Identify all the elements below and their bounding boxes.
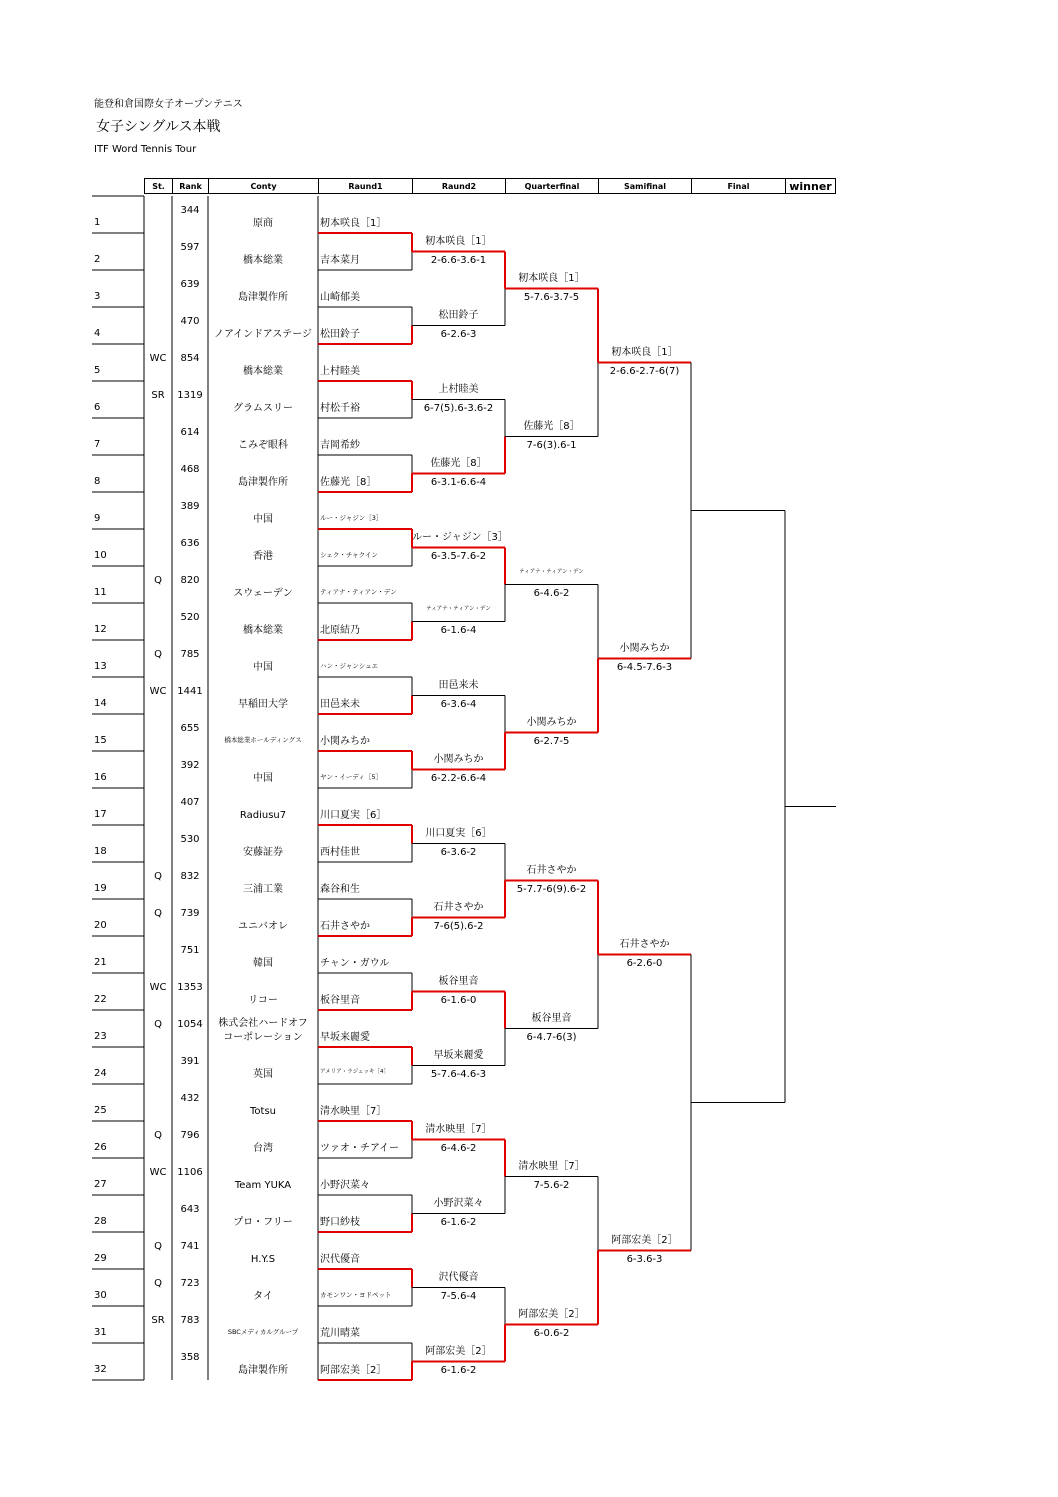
round2-score: 6-7(5).6-3.6-2 (423, 402, 494, 414)
round2-winner: 阿部宏美［2］ (425, 1345, 492, 1357)
qf-winner: 籾本咲良［1］ (518, 272, 585, 284)
seed-number: 2 (94, 254, 101, 265)
player-name: 吉本菜月 (320, 255, 360, 266)
qf-winner: 小関みちか (526, 716, 577, 728)
qf-score: 7-6(3).6-1 (526, 439, 577, 451)
player-name: 清水映里［7］ (320, 1106, 387, 1117)
player-name: チャン・ガウル (320, 958, 390, 969)
round2-winner: 石井さやか (433, 901, 484, 913)
sf-winner: 石井さやか (619, 938, 670, 950)
player-name: 小関みちか (320, 736, 370, 747)
player-name: 佐藤光［8］ (320, 477, 377, 488)
column-header-winner: winner (785, 178, 836, 194)
seed-number: 7 (94, 439, 101, 450)
player-rank: 520 (180, 612, 200, 623)
player-rank: 1054 (177, 1019, 203, 1030)
column-header-final: Final (691, 178, 785, 194)
player-name: 荒川晴菜 (320, 1328, 360, 1339)
round2-winner: ルー・ジャジン［3］ (412, 531, 508, 543)
player-rank: 389 (180, 501, 200, 512)
player-rank: 391 (180, 1056, 200, 1067)
player-country: コーポレーション (223, 1032, 303, 1043)
status-badge: Q (154, 575, 162, 586)
player-country: 三浦工業 (243, 884, 283, 895)
status-badge: Q (154, 1019, 162, 1030)
player-rank: 723 (180, 1278, 200, 1289)
round2-score: 5-7.6-4.6-3 (430, 1068, 487, 1080)
round2-score: 6-1.6-4 (440, 624, 477, 636)
seed-number: 24 (94, 1068, 107, 1079)
player-country: 中国 (253, 773, 273, 784)
round2-score: 6-2.2-6.6-4 (430, 772, 487, 784)
player-country: ユニバオレ (238, 921, 288, 932)
player-country: 韓国 (253, 958, 273, 969)
qf-winner: 板谷里音 (531, 1012, 572, 1024)
player-country: 中国 (253, 662, 273, 673)
player-country: 香港 (253, 551, 273, 562)
player-country: 島津製作所 (238, 1365, 288, 1376)
seed-number: 13 (94, 661, 107, 672)
column-header-raund: Raund2 (412, 178, 505, 194)
player-name: 沢代優音 (320, 1254, 360, 1265)
round2-winner: 籾本咲良［1］ (425, 235, 492, 247)
seed-number: 31 (94, 1327, 107, 1338)
player-country: 橋本総業ホールディングス (224, 736, 302, 744)
qf-score: 6-4.7-6(3) (526, 1031, 577, 1043)
seed-number: 8 (94, 476, 101, 487)
column-header-rank: Rank (172, 178, 208, 194)
organizer-title: 能登和倉国際女子オープンテニス (94, 99, 243, 110)
player-name: 川口夏実［6］ (320, 810, 387, 821)
player-rank: 783 (180, 1315, 200, 1326)
player-country: Totsu (250, 1106, 276, 1117)
seed-number: 30 (94, 1290, 107, 1301)
seed-number: 18 (94, 846, 107, 857)
player-country: グラムスリー (233, 403, 293, 414)
player-country: 島津製作所 (238, 292, 288, 303)
status-badge: Q (154, 871, 162, 882)
round2-score: 6-3.1-6.6-4 (430, 476, 487, 488)
qf-winner: ティアナ・ティアン・デン (519, 568, 584, 575)
seed-number: 17 (94, 809, 107, 820)
column-header-st: St. (144, 178, 172, 194)
player-name: 板谷里音 (320, 995, 360, 1006)
seed-number: 28 (94, 1216, 107, 1227)
player-name: 石井さやか (320, 921, 370, 932)
round2-winner: 板谷里音 (438, 975, 479, 987)
round2-winner: 松田鈴子 (438, 309, 479, 321)
player-name: シェク・チャクイン (320, 551, 378, 559)
player-rank: 468 (180, 464, 200, 475)
round2-winner: 小野沢菜々 (433, 1197, 484, 1209)
seed-number: 15 (94, 735, 107, 746)
seed-number: 20 (94, 920, 107, 931)
seed-number: 27 (94, 1179, 107, 1190)
qf-score: 6-0.6-2 (533, 1327, 570, 1339)
player-rank: 1353 (177, 982, 203, 993)
round2-score: 6-1.6-0 (440, 994, 477, 1006)
player-name: 松田鈴子 (320, 329, 360, 340)
player-name: カモンワン・ヨドペット (320, 1291, 392, 1299)
sf-score: 2-6.6-2.7-6(7) (609, 365, 680, 377)
player-name: 小野沢菜々 (320, 1180, 370, 1191)
player-rank: 530 (180, 834, 200, 845)
round2-winner: 田邑来未 (438, 679, 479, 691)
player-rank: 751 (180, 945, 200, 956)
player-country: 橋本総業 (243, 255, 283, 266)
round2-score: 2-6.6-3.6-1 (430, 254, 487, 266)
player-rank: 1441 (177, 686, 203, 697)
player-rank: 392 (180, 760, 200, 771)
player-rank: 344 (180, 205, 200, 216)
round2-winner: 沢代優音 (438, 1271, 479, 1283)
seed-number: 26 (94, 1142, 107, 1153)
player-country: 橋本総業 (243, 625, 283, 636)
player-name: 上村睦美 (320, 366, 360, 377)
round2-winner: ティアナ・ティアン・デン (426, 605, 491, 612)
round2-score: 6-2.6-3 (440, 328, 477, 340)
player-name: 早坂来麗愛 (320, 1032, 370, 1043)
player-rank: 796 (180, 1130, 200, 1141)
seed-number: 22 (94, 994, 107, 1005)
seed-number: 16 (94, 772, 107, 783)
status-badge: Q (154, 649, 162, 660)
player-country: タイ (253, 1291, 273, 1302)
status-badge: Q (154, 908, 162, 919)
player-country: 英国 (253, 1069, 273, 1080)
column-header-conty: Conty (208, 178, 318, 194)
status-badge: SR (151, 390, 165, 401)
seed-number: 11 (94, 587, 107, 598)
status-badge: WC (149, 686, 167, 697)
page-title: 女子シングルス本戦 (96, 119, 221, 135)
player-rank: 639 (180, 279, 200, 290)
round2-score: 6-1.6-2 (440, 1364, 477, 1376)
qf-winner: 清水映里［7］ (518, 1160, 585, 1172)
player-rank: 614 (180, 427, 200, 438)
seed-number: 25 (94, 1105, 107, 1116)
qf-winner: 佐藤光［8］ (523, 420, 580, 432)
player-country: 台湾 (253, 1143, 273, 1154)
seed-number: 9 (94, 513, 101, 524)
seed-number: 10 (94, 550, 107, 561)
status-badge: WC (149, 353, 167, 364)
player-name: アメリア・ラジェッキ［4］ (320, 1069, 390, 1075)
seed-number: 21 (94, 957, 107, 968)
seed-number: 5 (94, 365, 101, 376)
seed-number: 14 (94, 698, 107, 709)
player-name: 北原結乃 (320, 625, 360, 636)
seed-number: 1 (94, 217, 101, 228)
tour-subtitle: ITF Word Tennis Tour (94, 144, 197, 155)
round2-winner: 清水映里［7］ (425, 1123, 492, 1135)
qf-score: 7-5.6-2 (533, 1179, 570, 1191)
round2-score: 6-3.6-2 (440, 846, 477, 858)
round2-score: 7-5.6-4 (440, 1290, 477, 1302)
player-name: 吉岡希紗 (320, 440, 360, 451)
sf-score: 6-2.6-0 (626, 957, 663, 969)
sf-winner: 阿部宏美［2］ (611, 1234, 678, 1246)
round2-winner: 佐藤光［8］ (430, 457, 487, 469)
seed-number: 12 (94, 624, 107, 635)
round2-score: 6-3.5-7.6-2 (430, 550, 487, 562)
player-rank: 1319 (177, 390, 203, 401)
seed-number: 6 (94, 402, 101, 413)
player-rank: 739 (180, 908, 200, 919)
player-country: Radiusu7 (239, 810, 287, 821)
player-country: 早稲田大学 (238, 699, 288, 710)
status-badge: Q (154, 1241, 162, 1252)
column-header-samifinal: Samifinal (598, 178, 691, 194)
round2-score: 6-1.6-2 (440, 1216, 477, 1228)
player-name: 籾本咲良［1］ (320, 218, 387, 229)
player-country: H.Y.S (250, 1254, 276, 1265)
player-country: 中国 (253, 514, 273, 525)
sf-score: 6-4.5-7.6-3 (616, 661, 673, 673)
status-badge: SR (151, 1315, 165, 1326)
seed-number: 29 (94, 1253, 107, 1264)
sf-winner: 籾本咲良［1］ (611, 346, 678, 358)
player-rank: 643 (180, 1204, 200, 1215)
player-rank: 432 (180, 1093, 200, 1104)
player-name: ティアナ・ティアン・デン (320, 588, 397, 596)
player-name: 田邑来未 (320, 699, 360, 710)
player-country: ノアインドアステージ (214, 329, 312, 340)
player-country: 原商 (253, 218, 273, 229)
player-name: ツァオ・チアイー (320, 1143, 399, 1154)
player-name: 阿部宏美［2］ (320, 1365, 387, 1376)
player-rank: 407 (180, 797, 200, 808)
seed-number: 32 (94, 1364, 107, 1375)
player-rank: 636 (180, 538, 200, 549)
player-country: スウェーデン (233, 588, 293, 599)
player-rank: 358 (180, 1352, 200, 1363)
player-name: 西村佳世 (320, 847, 360, 858)
qf-score: 5-7.7-6(9).6-2 (516, 883, 587, 895)
round2-winner: 上村睦美 (438, 383, 479, 395)
player-rank: 832 (180, 871, 200, 882)
qf-winner: 石井さやか (526, 864, 577, 876)
seed-number: 23 (94, 1031, 107, 1042)
player-name: 野口紗枝 (320, 1217, 360, 1228)
seed-number: 3 (94, 291, 101, 302)
player-rank: 470 (180, 316, 200, 327)
player-country: リコー (248, 995, 278, 1006)
status-badge: Q (154, 1278, 162, 1289)
player-country: 橋本総業 (243, 366, 283, 377)
round2-winner: 小関みちか (433, 753, 484, 765)
status-badge: Q (154, 1130, 162, 1141)
qf-score: 5-7.6-3.7-5 (523, 291, 580, 303)
player-country: 安藤証券 (243, 847, 283, 858)
player-rank: 820 (180, 575, 200, 586)
sf-score: 6-3.6-3 (626, 1253, 663, 1265)
player-name: 村松千裕 (320, 403, 360, 414)
qf-winner: 阿部宏美［2］ (518, 1308, 585, 1320)
column-header-raund: Raund1 (318, 178, 412, 194)
round2-score: 6-4.6-2 (440, 1142, 477, 1154)
player-country: 株式会社ハードオフ (218, 1018, 308, 1029)
player-rank: 655 (180, 723, 200, 734)
player-country: 島津製作所 (238, 477, 288, 488)
player-country: プロ・フリー (233, 1217, 293, 1228)
player-country: Team YUKA (234, 1180, 292, 1191)
player-name: ハン・ジャンシュエ (320, 662, 379, 670)
status-badge: WC (149, 1167, 167, 1178)
status-badge: WC (149, 982, 167, 993)
player-name: ルー・ジャジン［3］ (320, 514, 383, 522)
seed-number: 4 (94, 328, 101, 339)
player-country: SBCメディカルグループ (227, 1328, 299, 1336)
column-header-quarterfinal: Quarterfinal (505, 178, 598, 194)
round2-score: 6-3.6-4 (440, 698, 477, 710)
player-rank: 597 (180, 242, 200, 253)
player-rank: 741 (180, 1241, 200, 1252)
player-rank: 854 (180, 353, 200, 364)
player-country: こみぞ眼科 (238, 440, 288, 451)
player-name: 森谷和生 (320, 884, 360, 895)
player-rank: 785 (180, 649, 200, 660)
sf-winner: 小関みちか (619, 642, 670, 654)
qf-score: 6-4.6-2 (533, 587, 570, 599)
round2-winner: 早坂来麗愛 (433, 1049, 484, 1061)
player-rank: 1106 (177, 1167, 203, 1178)
round2-winner: 川口夏実［6］ (425, 827, 492, 839)
qf-score: 6-2.7-5 (533, 735, 570, 747)
round2-score: 7-6(5).6-2 (433, 920, 484, 932)
seed-number: 19 (94, 883, 107, 894)
player-name: ヤン・イーディ［5］ (320, 773, 383, 781)
player-name: 山崎郁美 (320, 292, 360, 303)
